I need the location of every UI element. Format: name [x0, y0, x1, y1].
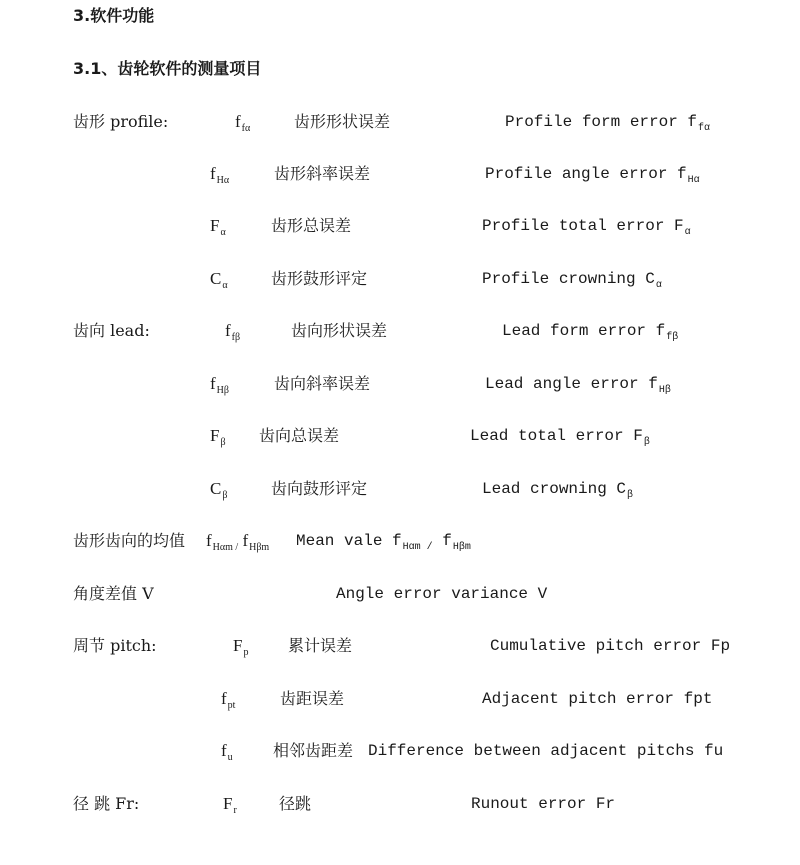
- profile-form-en: Profile form error $f_{f\alpha}$: [505, 113, 711, 134]
- lead-total-en: Lead total error $F_\beta$: [470, 427, 650, 448]
- pitch-difference-symbol: $f_u$: [221, 741, 233, 763]
- profile-total-en: Profile total error $F_\alpha$: [482, 217, 691, 238]
- profile-total-cn: 齿形总误差: [271, 216, 352, 235]
- pitch-difference-cn: 相邻齿距差: [273, 741, 354, 760]
- profile-crowning-en: Profile crowning $C_\alpha$: [482, 270, 662, 291]
- lead-label: 齿向 lead:: [73, 321, 150, 340]
- lead-angle-symbol: $f_{H\beta}$: [210, 374, 229, 396]
- lead-total-cn: 齿向总误差: [259, 426, 340, 445]
- pitch-label: 周节 pitch:: [73, 636, 157, 655]
- runout-label: 径 跳 Fr:: [73, 794, 140, 813]
- lead-total-symbol: $F_\beta$: [210, 426, 226, 448]
- subsection-title: 3.1、齿轮软件的测量项目: [73, 59, 262, 78]
- pitch-cumulative-cn: 累计误差: [288, 636, 353, 655]
- runout-symbol: $F_r$: [223, 794, 237, 816]
- mean-en: Mean vale $f_{H\alpha m /}$ $f_{H\beta m}$: [296, 532, 471, 553]
- profile-angle-symbol: $f_{H\alpha}$: [210, 164, 230, 186]
- angle-label: 角度差值 V: [73, 584, 154, 603]
- profile-angle-cn: 齿形斜率误差: [274, 164, 371, 183]
- lead-angle-en: Lead angle error $f_{H\beta}$: [485, 375, 671, 396]
- lead-crowning-en: Lead crowning $C_\beta$: [482, 480, 634, 501]
- profile-label: 齿形 profile:: [73, 112, 169, 131]
- pitch-cumulative-symbol: $F_p$: [233, 636, 249, 658]
- angle-en: Angle error variance V: [336, 585, 548, 603]
- lead-crowning-cn: 齿向鼓形评定: [271, 479, 368, 498]
- lead-crowning-symbol: $C_\beta$: [210, 479, 228, 501]
- pitch-adjacent-cn: 齿距误差: [280, 689, 345, 708]
- profile-form-cn: 齿形形状误差: [294, 112, 391, 131]
- profile-form-symbol: $f_{f\alpha}$: [235, 112, 251, 134]
- lead-angle-cn: 齿向斜率误差: [274, 374, 371, 393]
- profile-crowning-cn: 齿形鼓形评定: [271, 269, 368, 288]
- mean-label: 齿形齿向的均值: [73, 531, 186, 550]
- pitch-adjacent-en: Adjacent pitch error fpt: [482, 690, 713, 708]
- section-title: 3.软件功能: [73, 6, 155, 25]
- lead-form-symbol: $f_{f\beta}$: [225, 321, 241, 343]
- lead-form-cn: 齿向形状误差: [291, 321, 388, 340]
- profile-crowning-symbol: $C_\alpha$: [210, 269, 228, 291]
- pitch-cumulative-en: Cumulative pitch error Fp: [490, 637, 731, 655]
- runout-cn: 径跳: [279, 794, 312, 813]
- pitch-difference-en: Difference between adjacent pitchs fu: [368, 742, 724, 760]
- pitch-adjacent-symbol: $f_{pt}$: [221, 689, 236, 711]
- runout-en: Runout error Fr: [471, 795, 616, 813]
- profile-angle-en: Profile angle error $f_{H\alpha}$: [485, 165, 700, 186]
- mean-symbols: $f_{H\alpha m /}$ $f_{H\beta m}$: [206, 531, 270, 553]
- profile-total-symbol: $F_\alpha$: [210, 216, 226, 238]
- lead-form-en: Lead form error $f_{f\beta}$: [502, 322, 679, 343]
